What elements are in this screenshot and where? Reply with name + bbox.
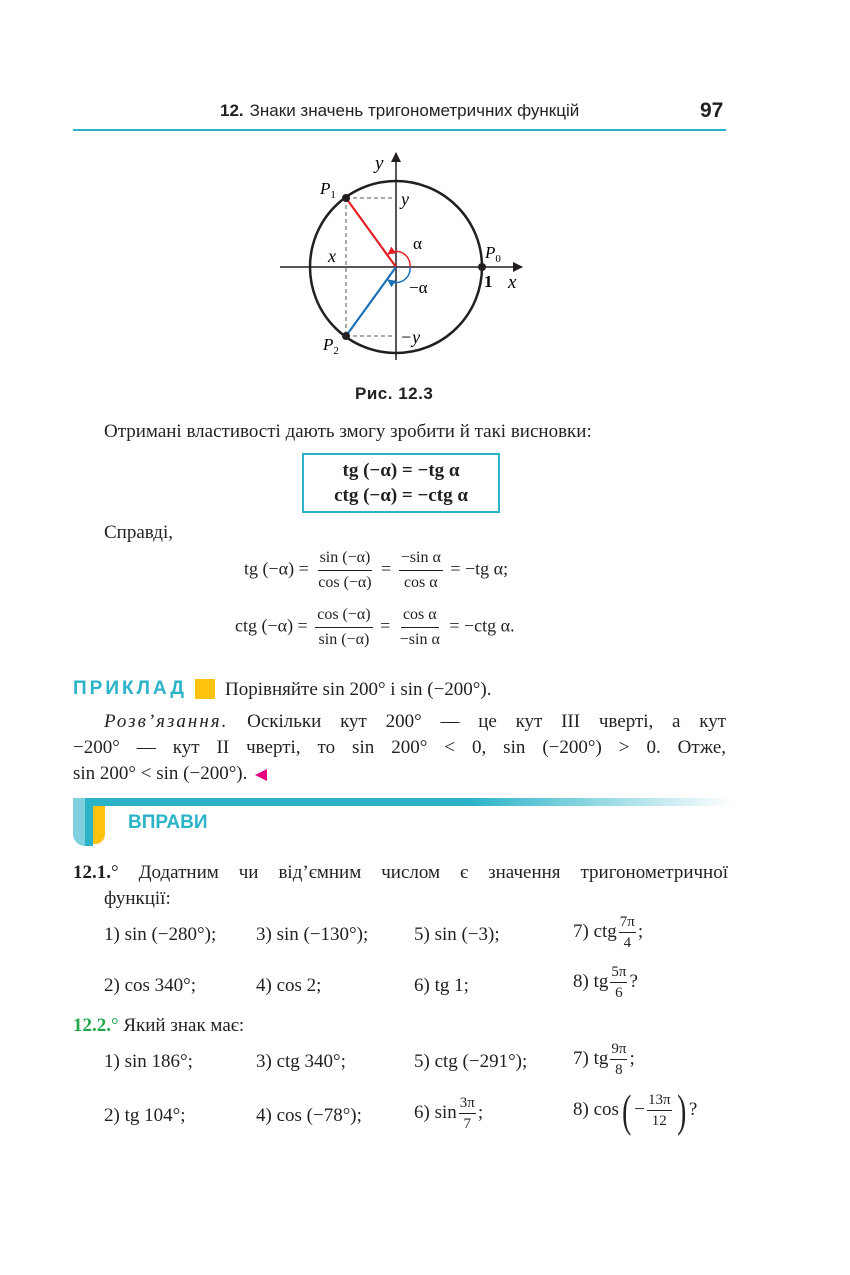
- solution-line-1: Розв’язання. Оскільки кут 200° — це кут III чверті, а кут: [104, 711, 726, 732]
- exercises-banner-tab-light: [73, 798, 85, 846]
- ex2-item-5: 5) ctg (−291°);: [414, 1051, 528, 1072]
- left-paren: (: [621, 1084, 632, 1136]
- header-divider: [73, 129, 726, 131]
- exercises-banner-accent: [93, 806, 105, 844]
- running-header: [220, 101, 579, 121]
- formula-ctg: ctg (−α) = −ctg α: [334, 485, 468, 506]
- ex1-item-2: 2) cos 340°;: [104, 975, 197, 996]
- fraction: $\frac{\text{cos α}}{\text{−sin α}}$: [398, 603, 442, 652]
- radius-p1: [346, 198, 396, 267]
- ex2-item-8: 8) cos( − $\frac{13\pi}{12}$ ) ?: [573, 1084, 698, 1136]
- label-p2: $P_2$: [323, 335, 339, 357]
- y-axis-label: y: [375, 153, 384, 174]
- ex1-item-3: 3) sin (−130°);: [256, 924, 369, 945]
- section-title: Знаки значень тригонометричних функцій: [249, 101, 580, 120]
- right-paren: ): [676, 1084, 686, 1136]
- exercise-12-1-line2: функції:: [104, 888, 171, 909]
- exercise-12-1-line1: 12.1.° Додатним чи від’ємним числом є значення тригонометричної: [73, 862, 729, 883]
- unit-circle-figure: [270, 145, 540, 370]
- fraction: $\frac{\cos (-\alpha)}{\sin (-\alpha)}$: [315, 603, 372, 652]
- end-of-solution-icon: [255, 769, 267, 781]
- figure-caption: Рис. 12.3: [355, 384, 434, 403]
- ex1-item-8: 8) tg $\frac{5\pi}{6}$ ?: [573, 964, 638, 1001]
- indeed-text: Справді,: [104, 522, 173, 543]
- label-minus-alpha: −α: [409, 278, 428, 297]
- ex1-item-1: 1) sin (−280°);: [104, 924, 217, 945]
- example-task: Порівняйте sin 200° і sin (−200°).: [225, 679, 492, 700]
- exercises-banner-tab: [85, 798, 93, 846]
- ex1-item-7: 7) ctg $\frac{7\pi}{4}$ ;: [573, 914, 644, 951]
- ex2-item-1: 1) sin 186°;: [104, 1051, 193, 1072]
- equation-tg: tg (−α) = $\frac{\sin (-\alpha)}{\cos (-\alpha)}$ = $\frac{\text{−sin α}}{\text{cos α}}$ = −tg α;: [244, 546, 508, 595]
- exercises-banner-bar: [73, 798, 733, 806]
- label-minus-y: −y: [400, 327, 421, 347]
- solution-line-2: −200° — кут II чверті, то sin 200° < 0, sin (−200°) > 0. Отже,: [73, 737, 726, 758]
- label-one: 1: [484, 272, 493, 291]
- ex2-item-6: 6) sin $\frac{3\pi}{7}$ ;: [414, 1095, 484, 1132]
- equation-ctg: ctg (−α) = $\frac{\cos (-\alpha)}{\sin (-\alpha)}$ = $\frac{\text{cos α}}{\text{−sin α}}$ = −ctg α.: [235, 603, 515, 652]
- intro-paragraph: Отримані властивості дають змогу зробити й такі висновки:: [104, 421, 592, 442]
- label-x-value: x: [328, 246, 336, 266]
- formula-box: [302, 453, 500, 513]
- point-p0: [478, 263, 486, 271]
- point-p2: [342, 332, 350, 340]
- solution-word: Розв’язання.: [104, 711, 229, 732]
- page-number: 97: [700, 99, 724, 122]
- label-y-value: y: [401, 189, 409, 209]
- ex1-item-4: 4) cos 2;: [256, 975, 322, 996]
- example-marker: [195, 679, 215, 699]
- section-number: 12.: [220, 101, 244, 120]
- solution-line-3: sin 200° < sin (−200°).: [73, 761, 726, 787]
- exercise-12-1: [73, 860, 728, 912]
- label-p0: $P_0$: [485, 243, 501, 265]
- ex2-item-3: 3) ctg 340°;: [256, 1051, 346, 1072]
- label-p1: $P_1$: [320, 179, 336, 201]
- point-p1: [342, 194, 350, 202]
- fraction: $\frac{\sin (-\alpha)}{\cos (-\alpha)}$: [316, 546, 373, 595]
- label-alpha: α: [413, 234, 422, 253]
- ex2-item-2: 2) tg 104°;: [104, 1105, 186, 1126]
- ex1-item-6: 6) tg 1;: [414, 975, 469, 996]
- exercises-title: ВПРАВИ: [128, 812, 208, 833]
- ex1-item-5: 5) sin (−3);: [414, 924, 500, 945]
- ex2-item-4: 4) cos (−78°);: [256, 1105, 362, 1126]
- radius-p2: [346, 267, 396, 336]
- example-label: ПРИКЛАД: [73, 678, 187, 699]
- x-axis-label: x: [508, 272, 517, 293]
- ex2-item-7: 7) tg $\frac{9\pi}{8}$ ;: [573, 1041, 635, 1078]
- example-solution: [73, 709, 726, 787]
- fraction: $\frac{\text{−sin α}}{\text{cos α}}$: [399, 546, 443, 595]
- formula-tg: tg (−α) = −tg α: [342, 460, 460, 481]
- exercise-12-2: 12.2.° Який знак має:: [73, 1015, 245, 1036]
